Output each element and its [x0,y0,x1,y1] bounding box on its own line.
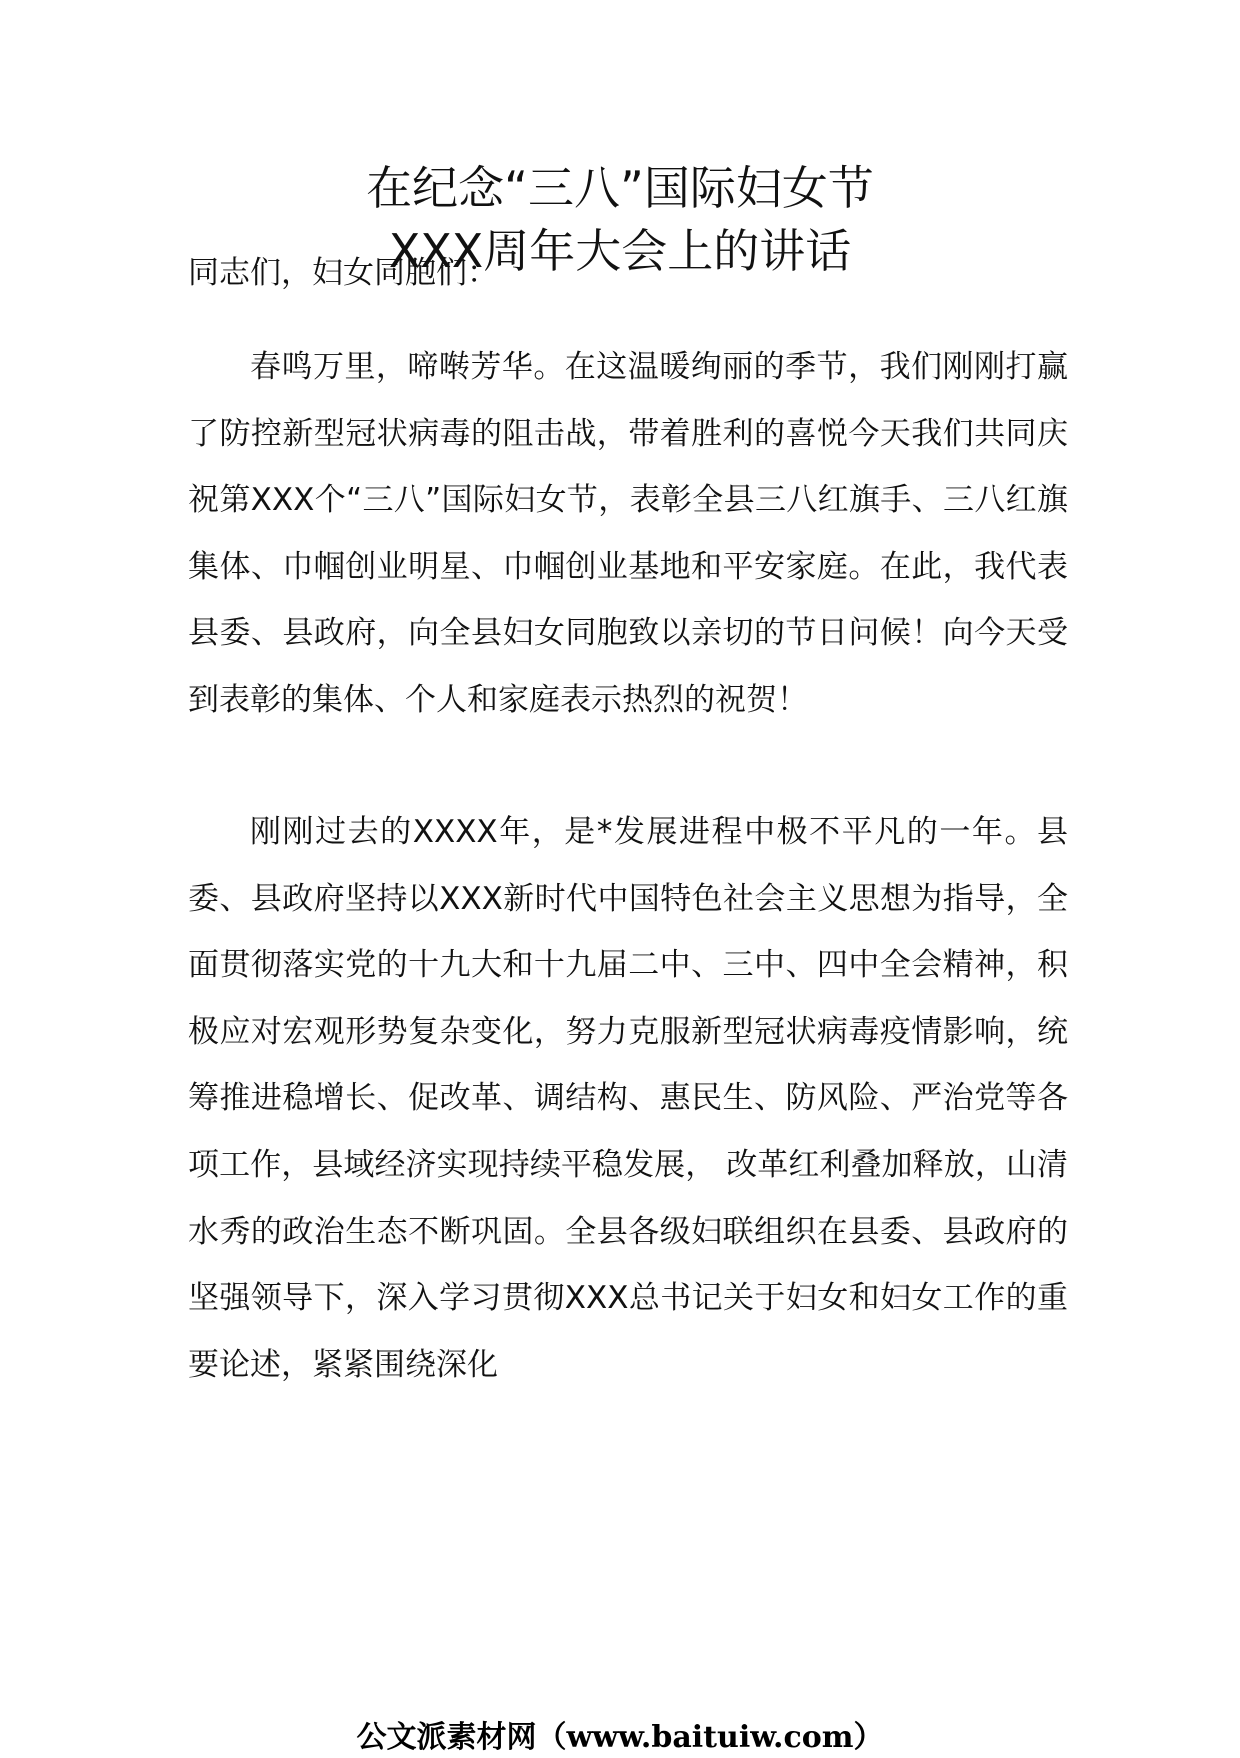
salutation: 同志们，妇女同胞们： [188,255,498,291]
footer-watermark: 公文派素材网（www.baituiw.com） [356,1720,884,1755]
document-title-line-2: XXX周年大会上的讲话 [388,224,852,278]
paragraph-1: 春鸣万里，啼啭芳华。在这温暖绚丽的季节，我们刚刚打赢了防控新型冠状病毒的阻击战，带着胜利的喜悦今天我们共同庆祝第XXX个“三八”国际妇女节，表彰全县三八红旗手、三八红旗集体、巾帼创业明星、巾帼创业基地和平安家庭。在此，我代表县委、县政府，向全县妇女同胞致以亲切的节日问候！向今天受到表彰的集体、个人和家庭表示热烈的祝贺！ [188,349,1068,718]
document-title-line-1: 在纪念“三八”国际妇女节 [366,161,874,215]
paragraph-2: 刚刚过去的XXXX年，是*发展进程中极不平凡的一年。县委、县政府坚持以XXX新时代中国特色社会主义思想为指导，全面贯彻落实党的十九大和十九届二中、三中、四中全会精神，积极应对宏观形势复杂变化，努力克服新型冠状病毒疫情影响，统筹推进稳增长、促改革、调结构、惠民生、防风险、严治党等各项工作，县域经济实现持续平稳发展， 改革红利叠加释放，山清水秀的政治生态不断巩固。全县各级妇联组织在县委、县政府的坚强领导下，深入学习贯彻XXX总书记关于妇女和妇女工作的重要论述，紧紧围绕深化 [188,814,1068,1383]
